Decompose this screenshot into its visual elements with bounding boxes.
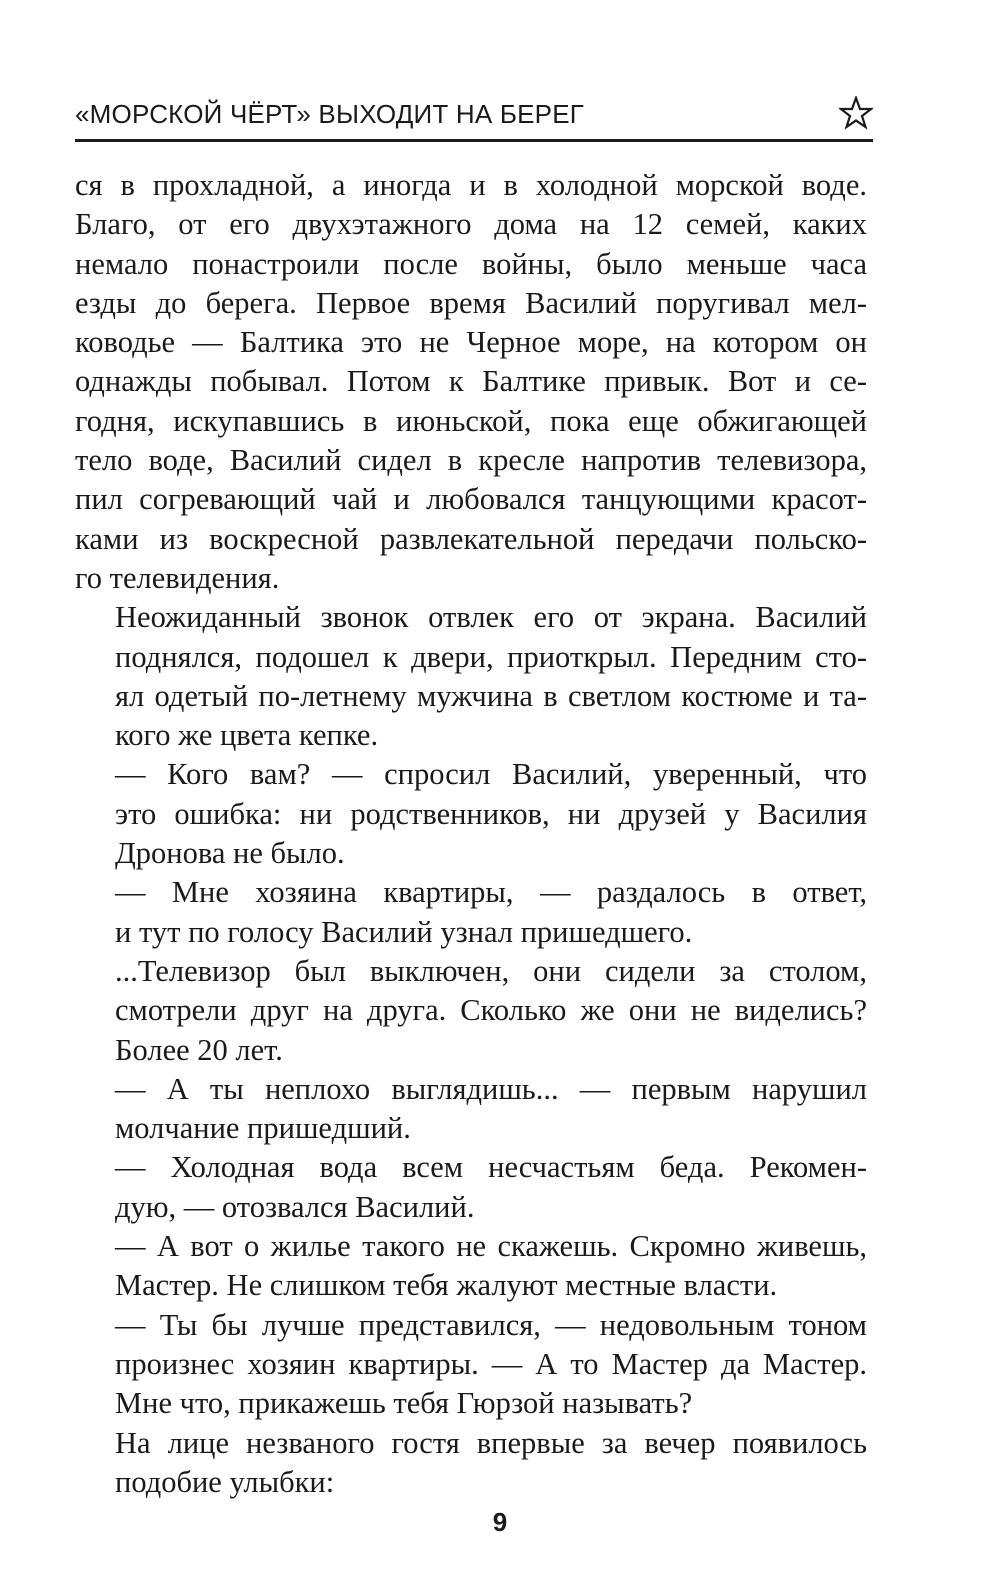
paragraph [75, 755, 867, 873]
text-line: произнес хозяин квартиры. — А то Мастер да Мастер. [115, 1346, 867, 1381]
running-header [75, 92, 873, 138]
text-line: Мастер. Не слишком тебя жалуют местные власти. [115, 1268, 778, 1303]
text-line: езды до берега. Первое время Василий поругивал мел- [75, 285, 867, 320]
text-line: ся в прохладной, а иногда и в холодной морской воде. [75, 168, 867, 202]
text-line: Дронова не было. [115, 836, 345, 871]
text-line: годня, искупавшись в июньской, пока еще обжигающей [75, 403, 867, 438]
paragraph [75, 952, 867, 1070]
text-line: — Мне хозяина квартиры, — раздалось в ответ, [115, 875, 867, 910]
paragraph [75, 1148, 867, 1227]
text-line: однажды побывал. Потом к Балтике привык. Вот и се- [75, 364, 867, 399]
text-line: Более 20 лет. [115, 1032, 283, 1067]
text-line: подобие улыбки: [115, 1464, 335, 1499]
page-number: 9 [492, 1507, 508, 1537]
text-line: дую, — отозвался Василий. [115, 1189, 475, 1224]
body-text [75, 166, 867, 1502]
text-line: пил согревающий чай и любовался танцующими красот- [75, 482, 867, 517]
text-line: го телевидения. [75, 560, 280, 595]
text-line: Мне что, прикажешь тебя Гюрзой называть? [115, 1386, 693, 1421]
text-line: ками из воскресной развлекательной передачи польско- [75, 521, 867, 556]
text-line: это ошибка: ни родственников, ни друзей у Василия [115, 796, 867, 831]
text-line: немало понастроили после войны, было меньше часа [75, 246, 867, 281]
text-line: молчание пришедший. [115, 1111, 411, 1146]
text-line: и тут по голосу Василий узнал пришедшего. [115, 914, 693, 949]
text-line: кого же цвета кепке. [115, 718, 379, 753]
paragraph [75, 166, 867, 598]
paragraph [75, 1424, 867, 1503]
paragraph [75, 1306, 867, 1424]
text-line: Благо, от его двухэтажного дома на 12 семей, каких [75, 207, 867, 242]
text-line: смотрели друг на друга. Сколько же они не виделись? [115, 993, 867, 1028]
text-line: — А ты неплохо выглядишь... — первым нарушил [115, 1071, 867, 1106]
paragraph [75, 1227, 867, 1306]
star-outline-icon [839, 96, 873, 130]
paragraph [75, 598, 867, 755]
text-line: На лице незваного гостя впервые за вечер появилось [115, 1425, 867, 1460]
running-header-title: «МОРСКОЙ ЧЁРТ» ВЫХОДИТ НА БЕРЕГ [75, 99, 585, 129]
header-rule [75, 139, 873, 142]
text-line: — Ты бы лучше представился, — недовольным тоном [115, 1307, 867, 1342]
text-line: ...Телевизор был выключен, они сидели за столом, [115, 953, 867, 988]
text-line: Неожиданный звонок отвлек его от экрана. Василий [115, 600, 867, 635]
text-line: ял одетый по-летнему мужчина в светлом костюме и та- [115, 678, 867, 713]
text-line: — Кого вам? — спросил Василий, уверенный, что [115, 757, 867, 792]
text-line: — А вот о жилье такого не скажешь. Скромно живешь, [115, 1229, 867, 1264]
paragraph [75, 1070, 867, 1149]
text-line: тело воде, Василий сидел в кресле напротив телевизора, [75, 443, 867, 478]
text-line: ководье — Балтика это не Черное море, на котором он [75, 325, 867, 360]
text-line: поднялся, подошел к двери, приоткрыл. Передним сто- [115, 639, 867, 674]
paragraph [75, 873, 867, 952]
text-line: — Холодная вода всем несчастьям беда. Рекомен- [115, 1150, 867, 1185]
